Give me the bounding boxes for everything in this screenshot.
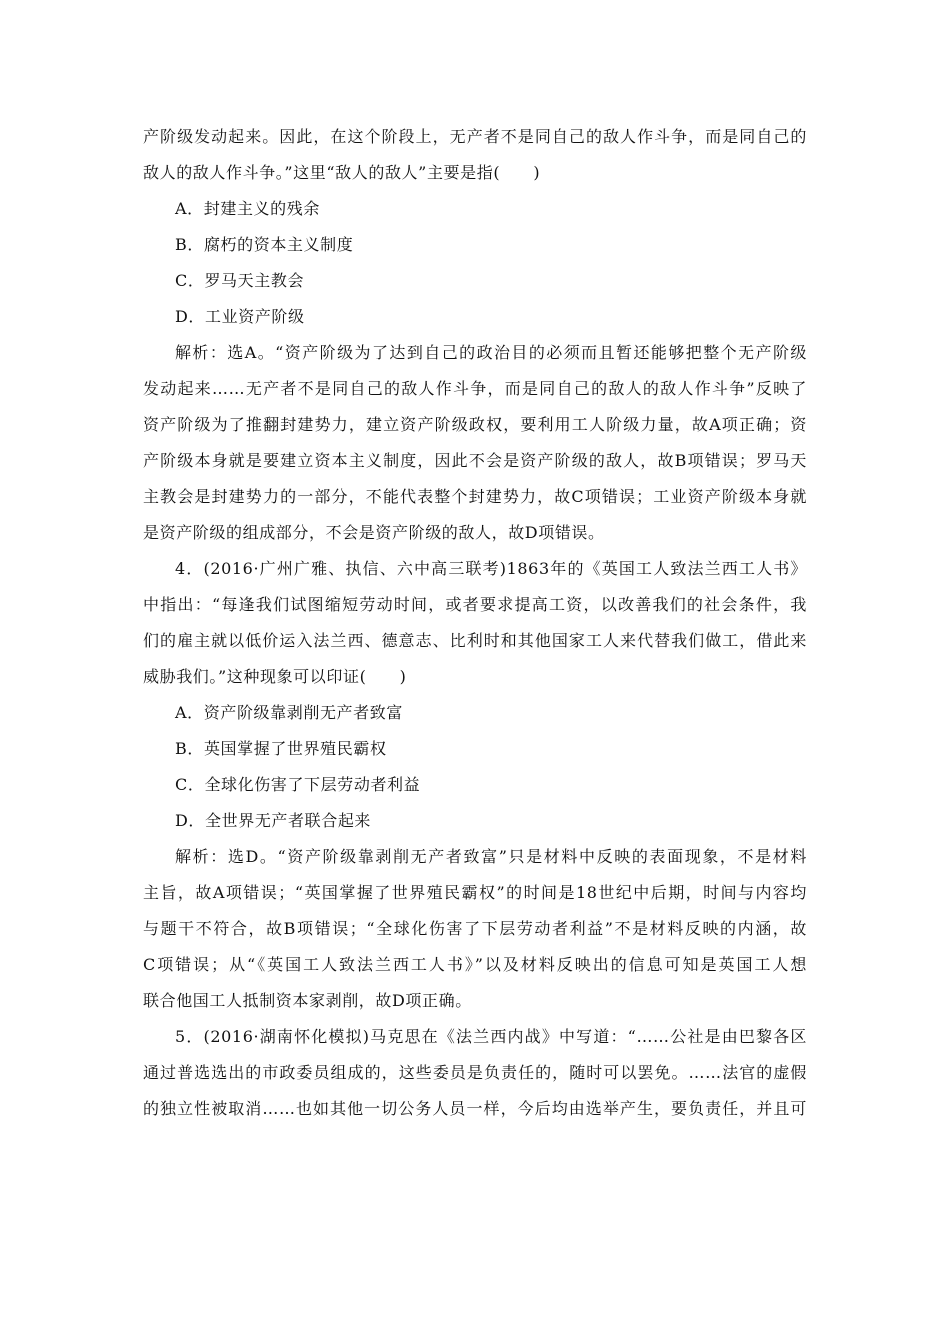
question-stem-line: 通过普选选出的市政委员组成的，这些委员是负责任的，随时可以罢免。……法官的虚假: [143, 1063, 807, 1082]
question-stem-line: 的独立性被取消……也如其他一切公务人员一样，今后均由选举产生，要负责任，并且可: [143, 1099, 807, 1118]
analysis-line: 产阶级本身就是要建立资本主义制度，因此不会是资产阶级的敌人，故B项错误；罗马天: [143, 451, 807, 470]
option-b: B．英国掌握了世界殖民霸权: [175, 739, 387, 758]
analysis-line: 是资产阶级的组成部分，不会是资产阶级的敌人，故D项错误。: [143, 523, 605, 542]
option-a: A．资产阶级靠剥削无产者致富: [175, 703, 403, 722]
option-a: A．封建主义的残余: [175, 199, 320, 218]
analysis-line: 联合他国工人抵制资本家剥削，故D项正确。: [143, 991, 472, 1010]
option-c: C．罗马天主教会: [175, 271, 305, 290]
option-c: C．全球化伤害了下层劳动者利益: [175, 775, 421, 794]
question-stem-line: 敌人的敌人作斗争。”这里“敌人的敌人”主要是指( ): [143, 163, 541, 182]
analysis-line: 解析：选D。“资产阶级靠剥削无产者致富”只是材料中反映的表面现象，不是材料: [175, 847, 807, 866]
option-d: D．工业资产阶级: [175, 307, 305, 326]
analysis-line: 与题干不符合，故B项错误；“全球化伤害了下层劳动者利益”不是材料反映的内涵，故: [143, 919, 807, 938]
analysis-line: C项错误；从“《英国工人致法兰西工人书》”以及材料反映出的信息可知是英国工人想: [143, 955, 807, 974]
question-stem-line: 们的雇主就以低价运入法兰西、德意志、比利时和其他国家工人来代替我们做工，借此来: [143, 631, 807, 650]
question-3-continuation: [143, 119, 807, 551]
question-stem-line: 5．(2016·湖南怀化模拟)马克思在《法兰西内战》中写道：“……公社是由巴黎各区: [175, 1027, 807, 1046]
analysis-line: 主教会是封建势力的一部分，不能代表整个封建势力，故C项错误；工业资产阶级本身就: [143, 487, 807, 506]
document-page: [143, 119, 807, 1127]
question-stem-line: 4．(2016·广州广雅、执信、六中高三联考)1863年的《英国工人致法兰西工人书》: [175, 559, 807, 578]
option-b: B．腐朽的资本主义制度: [175, 235, 354, 254]
question-stem-line: 产阶级发动起来。因此，在这个阶段上，无产者不是同自己的敌人作斗争，而是同自己的: [143, 127, 807, 146]
analysis-line: 解析：选A。“资产阶级为了达到自己的政治目的必须而且暂还能够把整个无产阶级: [175, 343, 807, 362]
question-4: [143, 551, 807, 1019]
question-stem-line: 威胁我们。”这种现象可以印证( ): [143, 667, 407, 686]
question-stem-line: 中指出：“每逢我们试图缩短劳动时间，或者要求提高工资，以改善我们的社会条件，我: [143, 595, 807, 614]
option-d: D．全世界无产者联合起来: [175, 811, 372, 830]
analysis-line: 发动起来……无产者不是同自己的敌人作斗争，而是同自己的敌人的敌人作斗争”反映了: [143, 379, 807, 398]
question-5: [143, 1019, 807, 1127]
analysis-line: 主旨，故A项错误；“英国掌握了世界殖民霸权”的时间是18世纪中后期，时间与内容均: [143, 883, 807, 902]
analysis-line: 资产阶级为了推翻封建势力，建立资产阶级政权，要利用工人阶级力量，故A项正确；资: [143, 415, 807, 434]
